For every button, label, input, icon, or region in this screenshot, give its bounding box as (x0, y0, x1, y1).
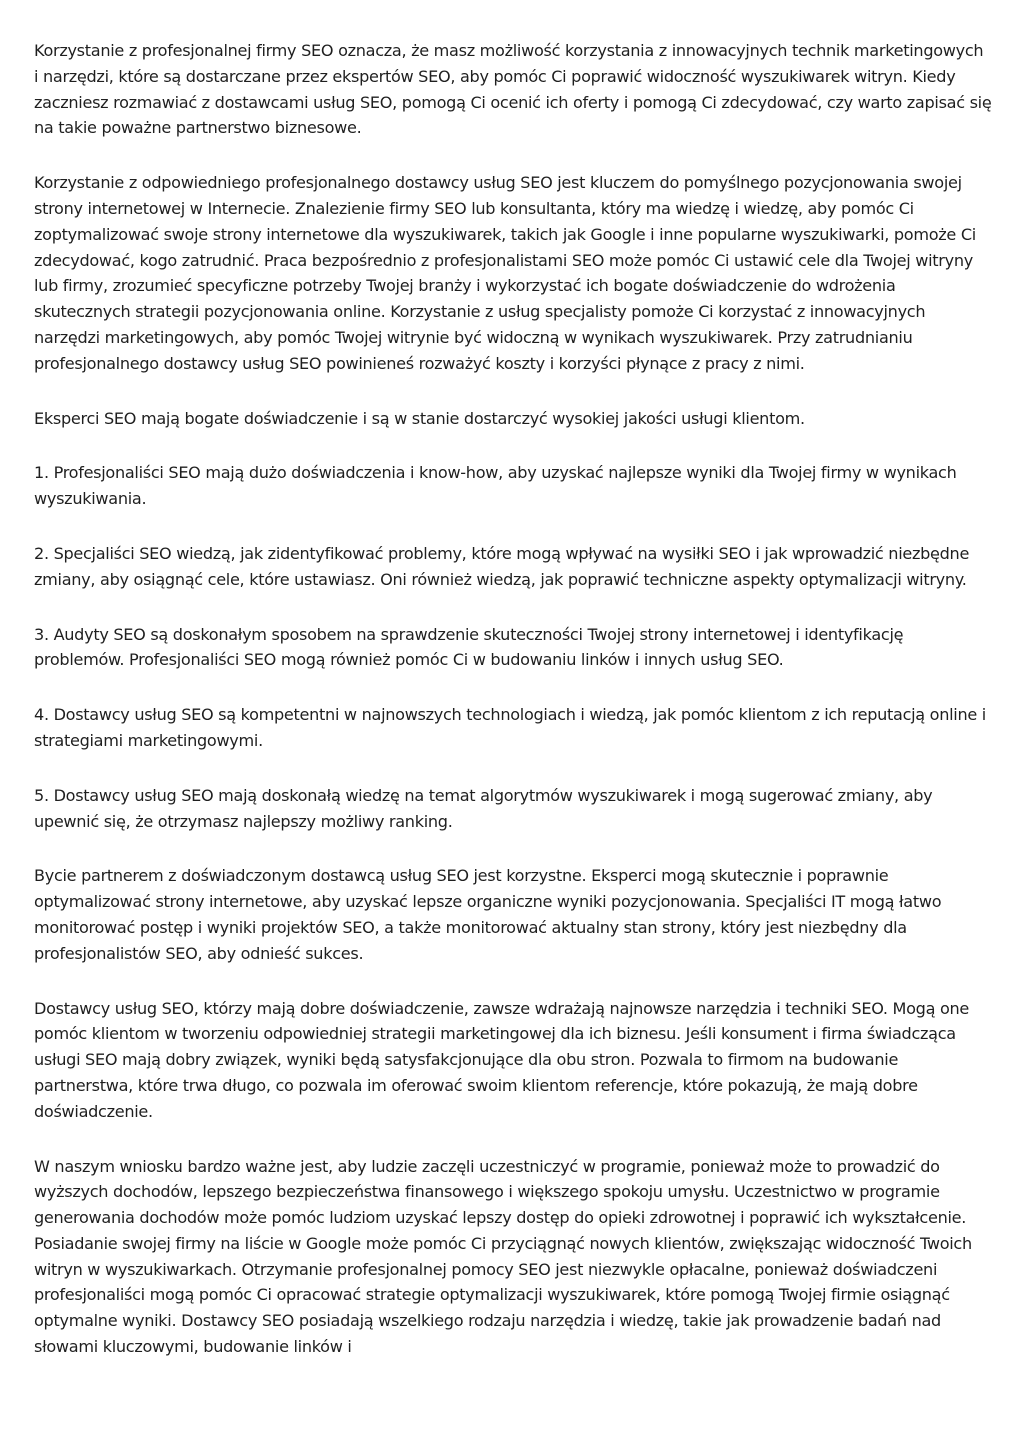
list-item-3: 3. Audyty SEO są doskonałym sposobem na sprawdzenie skuteczności Twojej strony internetowej i identyfikację problemów. Profesjonaliści SEO mogą również pomóc Ci w budowaniu linków i innych usług SEO. (34, 624, 904, 670)
list-item-4: 4. Dostawcy usług SEO są kompetentni w najnowszych technologiach i wiedzą, jak pomóc klientom z ich reputacją online i strategiami marketingowymi. (34, 705, 986, 750)
paragraph-providers-experience: Dostawcy usług SEO, którzy mają dobre doświadczenie, zawsze wdrażają najnowsze narzędzia i techniki SEO. Mogą one pomóc klientom w tworzeniu odpowiedniej strategii marketingowej dla ich biznesu. Jeśli konsument i firma świadcząca usługi SEO mają dobry związek, wyniki będą satysfakcjonujące dla obu stron. Pozwala to firmom na budowanie partnerstwa, które trwa długo, co pozwala im oferować swoim klientom referencje, które pokazują, że mają dobre doświadczenie. (34, 998, 970, 1121)
document-body (34, 38, 992, 1389)
paragraph-conclusion: W naszym wniosku bardzo ważne jest, aby ludzie zaczęli uczestniczyć w programie, ponieważ może to prowadzić do wyższych dochodów, lepszego bezpieczeństwa finansowego i większego spokoju umysłu. Uczestnictwo w programie generowania dochodów może pomóc ludziom uzyskać lepszy dostęp do opieki zdrowotnej i poprawić ich wykształcenie. Posiadanie swojej firmy na liście w Google może pomóc Ci przyciągnąć nowych klientów, zwiększając widoczność Twoich witryn w wyszukiwarkach. Otrzymanie profesjonalnej pomocy SEO jest niezwykle opłacalne, ponieważ doświadczeni profesjonaliści mogą pomóc Ci opracować strategie optymalizacji wyszukiwarek, które pomogą Twojej firmie osiągnąć optymalne wyniki. Dostawcy SEO posiadają wszelkiego rodzaju narzędzia i wiedzę, takie jak prowadzenie badań nad słowami kluczowymi, budowanie linków i (34, 1156, 972, 1357)
list-item-1: 1. Profesjonaliści SEO mają dużo doświadczenia i know-how, aby uzyskać najlepsze wyniki dla Twojej firmy w wynikach wyszukiwania. (34, 463, 957, 509)
paragraph-experts-summary: Eksperci SEO mają bogate doświadczenie i są w stanie dostarczyć wysokiej jakości usługi klientom. (34, 408, 805, 428)
paragraph-partnership: Bycie partnerem z doświadczonym dostawcą usług SEO jest korzystne. Eksperci mogą skutecznie i poprawnie optymalizować strony internetowe, aby uzyskać lepsze organiczne wyniki pozycjonowania. Specjaliści IT mogą łatwo monitorować postęp i wyniki projektów SEO, a także monitorować aktualny stan strony, który jest niezbędny dla profesjonalistów SEO, aby odnieść sukces. (34, 866, 942, 963)
list-item-2: 2. Specjaliści SEO wiedzą, jak zidentyfikować problemy, które mogą wpływać na wysiłki SEO i jak wprowadzić niezbędne zmiany, aby osiągnąć cele, które ustawiasz. Oni również wiedzą, jak poprawić techniczne aspekty optymalizacji witryny. (34, 543, 970, 589)
list-item-5: 5. Dostawcy usług SEO mają doskonałą wiedzę na temat algorytmów wyszukiwarek i mogą sugerować zmiany, aby upewnić się, że otrzymasz najlepszy możliwy ranking. (34, 785, 933, 831)
paragraph-intro: Korzystanie z profesjonalnej firmy SEO oznacza, że masz możliwość korzystania z innowacyjnych technik marketingowych i narzędzi, które są dostarczane przez ekspertów SEO, aby pomóc Ci poprawić widoczność wyszukiwarek witryn. Kiedy zaczniesz rozmawiać z dostawcami usług SEO, pomogą Ci ocenić ich oferty i pomogą Ci zdecydować, czy warto zapisać się na takie poważne partnerstwo biznesowe. (34, 41, 992, 138)
paragraph-choosing-provider: Korzystanie z odpowiedniego profesjonalnego dostawcy usług SEO jest kluczem do pomyślnego pozycjonowania swojej strony internetowej w Internecie. Znalezienie firmy SEO lub konsultanta, który ma wiedzę i wiedzę, aby pomóc Ci zoptymalizować swoje strony internetowe dla wyszukiwarek, takich jak Google i inne popularne wyszukiwarki, pomoże Ci zdecydować, kogo zatrudnić. Praca bezpośrednio z profesjonalistami SEO może pomóc Ci ustawić cele dla Twojej witryny lub firmy, zrozumieć specyficzne potrzeby Twojej branży i wykorzystać ich bogate doświadczenie do wdrożenia skutecznych strategii pozycjonowania online. Korzystanie z usług specjalisty pomoże Ci korzystać z innowacyjnych narzędzi marketingowych, aby pomóc Twojej witrynie być widoczną w wynikach wyszukiwarek. Przy zatrudnianiu profesjonalnego dostawcy usług SEO powinieneś rozważyć koszty i korzyści płynące z pracy z nimi. (34, 173, 976, 373)
